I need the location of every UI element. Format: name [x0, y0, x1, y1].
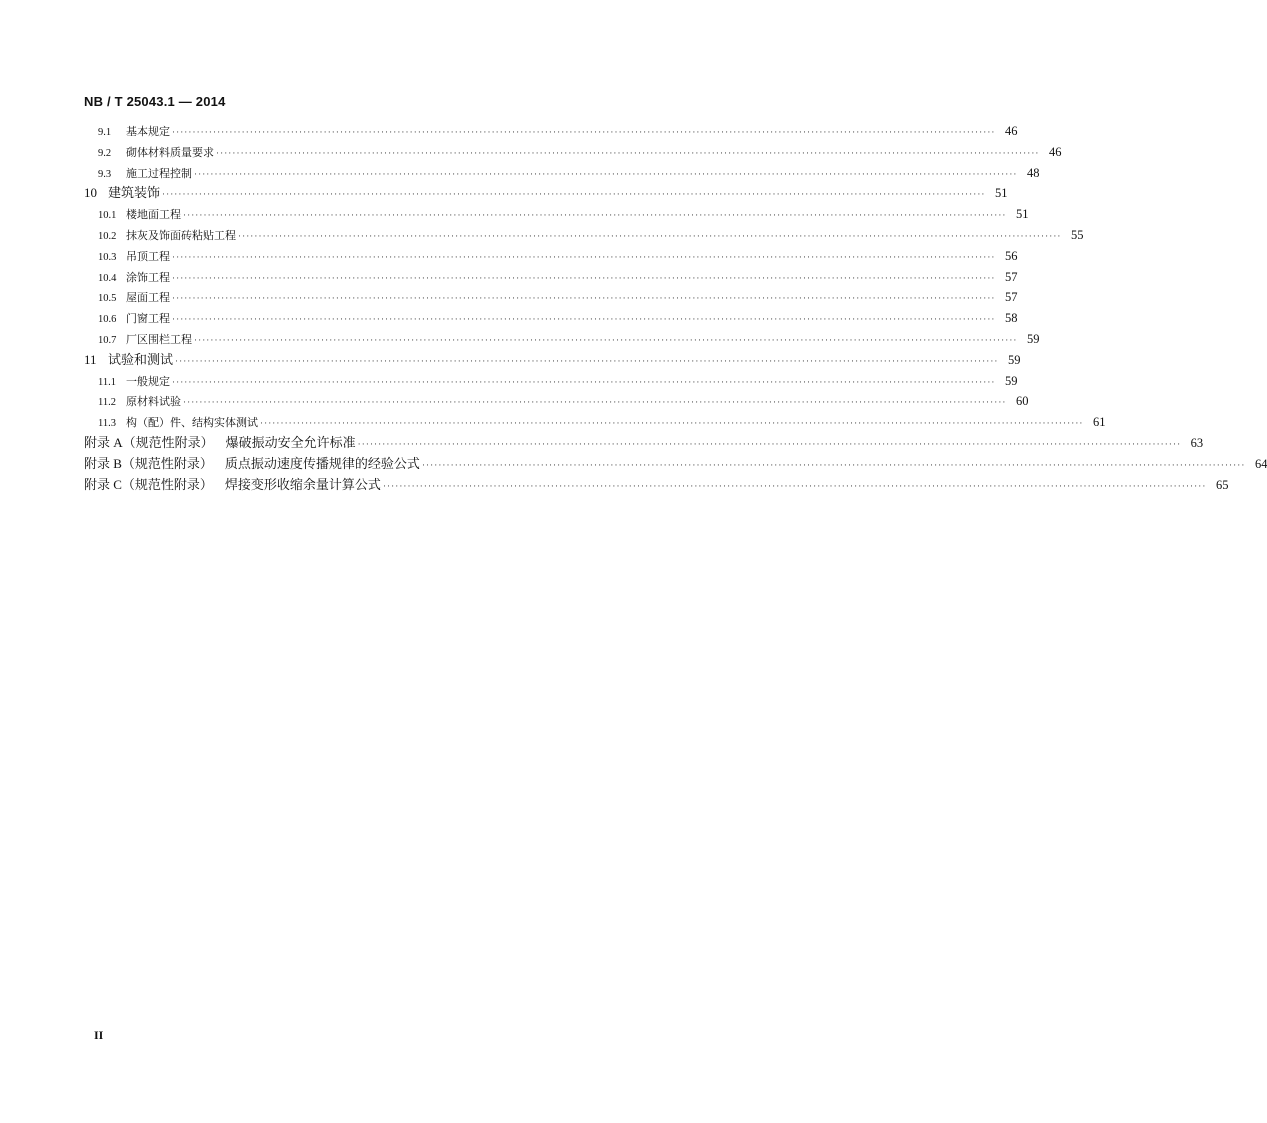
- toc-entry-10-4[interactable]: [84, 267, 1018, 288]
- toc-entry-page: 59: [1008, 352, 1021, 367]
- toc-entry-title: 抹灰及饰面砖粘贴工程: [126, 228, 236, 242]
- toc-entry-page: 65: [1215, 477, 1229, 492]
- toc-entry-11-3[interactable]: [84, 412, 1106, 433]
- toc-leader-dots: ·········································································································································································································: [172, 127, 996, 137]
- toc-entry-9-3[interactable]: [84, 163, 1040, 184]
- toc-leader-dots: ·········································································································································································································: [183, 210, 1007, 221]
- toc-entry-title: 质点振动速度传播规律的经验公式: [224, 456, 420, 472]
- toc-entry-number: 11.1: [98, 376, 116, 388]
- toc-leader-dots: ·········································································································································································································: [183, 397, 1007, 408]
- toc-entry-page: 55: [1071, 227, 1084, 242]
- toc-leader-dots: ·········································································································································································································: [162, 189, 986, 200]
- toc-entry-appendix-c[interactable]: [84, 475, 1229, 496]
- document-header: NB / T 25043.1 — 2014: [84, 94, 226, 109]
- toc-entry-10-6[interactable]: [84, 308, 1018, 329]
- toc-entry-10-5[interactable]: [84, 287, 1018, 308]
- toc-entry-10-1[interactable]: [84, 204, 1029, 225]
- toc-entry-number: 10.3: [98, 251, 117, 263]
- toc-entry-10-3[interactable]: [84, 246, 1018, 267]
- toc-entry-number: 10.1: [98, 210, 117, 222]
- toc-leader-dots: ·········································································································································································································: [216, 147, 1040, 158]
- toc-entry-11[interactable]: [84, 350, 1021, 371]
- toc-entry-number: 11: [84, 351, 97, 367]
- toc-entry-number: 11.3: [98, 418, 116, 430]
- toc-entry-page: 59: [1027, 331, 1040, 346]
- toc-entry-page: 46: [1049, 144, 1062, 159]
- toc-entry-title: 试验和测试: [108, 352, 174, 368]
- toc-entry-page: 64: [1254, 456, 1267, 471]
- toc-entry-page: 57: [1005, 290, 1018, 305]
- toc-entry-9-2[interactable]: [84, 142, 1062, 163]
- toc-entry-number: 9.1: [98, 127, 112, 138]
- toc-entry-title: 爆破振动安全允许标准: [225, 435, 356, 451]
- toc-entry-number: 附录 B（规范性附录）: [84, 455, 213, 471]
- toc-entry-number: 10.2: [98, 230, 117, 242]
- toc-entry-page: 60: [1016, 394, 1029, 409]
- toc-entry-page: 48: [1027, 165, 1040, 180]
- toc-entry-number: 9.2: [98, 147, 112, 159]
- toc-leader-dots: ·········································································································································································································: [172, 314, 996, 325]
- toc-entry-page: 51: [995, 186, 1008, 201]
- toc-entry-number: 11.2: [98, 397, 116, 409]
- toc-entry-10[interactable]: [84, 183, 1008, 204]
- toc-leader-dots: ·········································································································································································································: [260, 418, 1084, 429]
- toc-leader-dots: ·········································································································································································································: [238, 230, 1062, 241]
- toc-leader-dots: ·········································································································································································································: [175, 355, 999, 366]
- toc-leader-dots: ·········································································································································································································: [357, 438, 1182, 449]
- toc-entry-number: 10.5: [98, 293, 117, 305]
- toc-entry-title: 施工过程控制: [126, 166, 192, 180]
- toc-entry-page: 63: [1190, 435, 1204, 450]
- toc-leader-dots: ·········································································································································································································: [172, 251, 996, 262]
- toc-leader-dots: ·········································································································································································································: [172, 272, 996, 283]
- toc-entry-number: 10.7: [98, 334, 117, 346]
- toc-entry-number: 10.4: [98, 272, 117, 284]
- toc-entry-page: 59: [1005, 373, 1018, 388]
- toc-entry-number: 10: [84, 185, 97, 201]
- toc-leader-dots: ·········································································································································································································: [382, 480, 1207, 491]
- toc-entry-title: 涂饰工程: [126, 270, 170, 284]
- toc-entry-page: 58: [1005, 311, 1018, 326]
- toc-entry-title: 一般规定: [126, 374, 170, 388]
- toc-entry-number: 9.3: [98, 168, 112, 180]
- toc-leader-dots: ·········································································································································································································: [172, 376, 996, 387]
- toc-leader-dots: ·········································································································································································································: [172, 293, 996, 304]
- toc-entry-title: 厂区围栏工程: [126, 332, 192, 346]
- toc-entry-page: 56: [1005, 248, 1018, 263]
- toc-entry-number: 附录 C（规范性附录）: [84, 476, 213, 492]
- toc-entry-title: 吊顶工程: [126, 249, 170, 263]
- toc-entry-title: 砌体材料质量要求: [126, 145, 214, 159]
- toc-entry-title: 门窗工程: [126, 312, 170, 326]
- toc-leader-dots: ·········································································································································································································: [421, 459, 1246, 470]
- toc-entry-title: 构（配）件、结构实体测试: [126, 416, 258, 430]
- toc-entry-number: 附录 A（规范性附录）: [84, 434, 214, 450]
- toc-entry-title: 建筑装饰: [108, 186, 161, 202]
- toc-entry-11-2[interactable]: [84, 391, 1029, 412]
- toc-entry-10-7[interactable]: [84, 329, 1040, 350]
- table-of-contents: [84, 121, 1267, 495]
- toc-entry-page: 61: [1093, 415, 1106, 430]
- toc-entry-10-2[interactable]: [84, 225, 1084, 246]
- toc-entry-appendix-b[interactable]: [84, 454, 1267, 475]
- toc-entry-page: 57: [1005, 269, 1018, 284]
- toc-leader-dots: ·········································································································································································································: [194, 168, 1018, 179]
- toc-entry-title: 屋面工程: [126, 291, 170, 305]
- toc-entry-title: 楼地面工程: [126, 208, 181, 222]
- toc-entry-appendix-a[interactable]: [84, 433, 1204, 454]
- toc-leader-dots: ·········································································································································································································: [194, 334, 1018, 345]
- page-number: II: [94, 1028, 104, 1042]
- toc-entry-title: 原材料试验: [126, 395, 181, 409]
- toc-entry-number: 10.6: [98, 314, 117, 326]
- toc-entry-title: 基本规定: [126, 125, 170, 138]
- toc-entry-11-1[interactable]: [84, 371, 1018, 392]
- toc-entry-page: 51: [1016, 207, 1029, 222]
- toc-entry-9-1[interactable]: [84, 121, 1018, 142]
- toc-entry-page: 46: [1005, 124, 1018, 138]
- toc-entry-title: 焊接变形收缩余量计算公式: [224, 477, 381, 493]
